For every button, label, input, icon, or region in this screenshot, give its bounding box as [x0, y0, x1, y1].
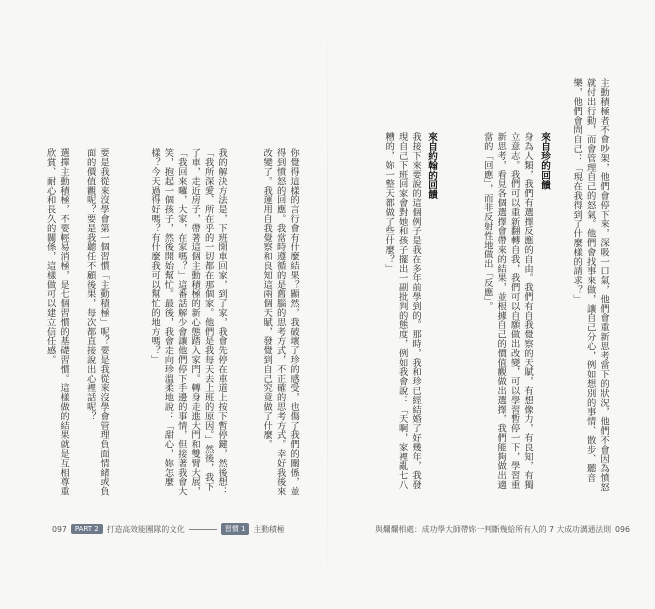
right-paragraph-1: 主動積極者不會吵架，他們會停下來，深吸一口氣，他們會重新思考當下的狀況，他們不會因為憤怒就付出行動，而會管理自己的怒氣。他們會找事來做，讓自己分心，例如想別的事情、散步、聽音樂，他們會問自己：「現在我得到了什麼樣的請求？」 — [571, 78, 609, 492]
part-title: 打造高效能團隊的文化 — [106, 524, 185, 534]
footer-divider — [189, 529, 217, 530]
left-page-number: 097 — [52, 524, 67, 534]
left-paragraph-4: 選擇主動積極，不要輕易消極，是七個習慣的基礎習慣。這樣做的結果就是互相尊重欣賞、耐心和長久的關係，這樣做可以建立信任感。 — [44, 148, 69, 496]
right-heading-john-feedback: 來自約翰的回饋 — [426, 132, 437, 200]
page-gutter — [327, 0, 328, 609]
right-heading-jane-feedback: 來自珍的回饋 — [539, 132, 550, 190]
right-paragraph-2: 身為人類，我們有選擇反應的自由。我們有自我覺察的天賦，有想像力，有良知，有獨立意志。我們可以重新翻轉自我，我們可以自願做出改變，可以學習暫停一下，學習重新思考，看見各個選擇會帶來的結果，並根據自己的價值觀做出選擇，我們能夠做出適當的「回應」，而非反射性地做出「反應」。 — [481, 132, 533, 490]
left-paragraph-2: 我的解決方法是，下班開車回家，到了家，我會先停在車道上按下暫停鍵，然後想：「我所深愛、所在乎的一切都在那個家。他們是我每天去上班的原因。」然後，我下了車，走近房子，帶著這個主動積極的新心態踏入家門。轉身走進大門和雙臂大展，「我回來囉，大家，在家嗎？」這番話解少會讓他們停下手邊的事情，但接著我會大笑，抱起一個孩子，然後開始幫忙。最後，我會走向珍溫柔地說：「甜心，妳怎麼樣？今天過得好嗎？有什麼我可以幫忙的地方嗎？」 — [148, 148, 227, 496]
left-paragraph-3: 要是我從來沒學會第一個習慣「主動積極」呢？要是我從來沒學會管理負面情緒或負面的價值觀呢？要是我聽任不顧後果，每次都直接說出心裡話呢？ — [84, 148, 109, 496]
part-badge: PART 2 — [71, 524, 103, 534]
left-footer — [52, 522, 285, 536]
right-page-number: 096 — [615, 524, 630, 534]
right-footer-book-title: 與爛爛相處：成功學大師帶妳一判斷幾給所有人的 7 大成功溝通法則 — [375, 524, 612, 534]
habit-badge: 習慣 1 — [221, 523, 250, 535]
habit-title: 主動積極 — [253, 524, 285, 534]
left-paragraph-1: 你覺得這樣的言行會有什麼結果？顯然，我破壞了珍的感受，也傷了我們的關係，並得到憤怒的回應。我當時遵循的是舊腦的思考方式，不正確的思考方式。幸好我後來改變了。我運用自我覺察和良知這兩個天賦，發覺到自己究竟做了什麼。 — [261, 148, 299, 496]
right-paragraph-3: 我接下來要說的這個例子是我在多年前學到的。那時，我和珍已經結婚了好幾年，我發現自己下班回家會對她和孩子擺出一副批判的態度，例如我會說：「天啊，家裡亂七八糟的，妳一整天都做了些什麼？」 — [383, 132, 421, 490]
right-footer — [375, 522, 630, 536]
